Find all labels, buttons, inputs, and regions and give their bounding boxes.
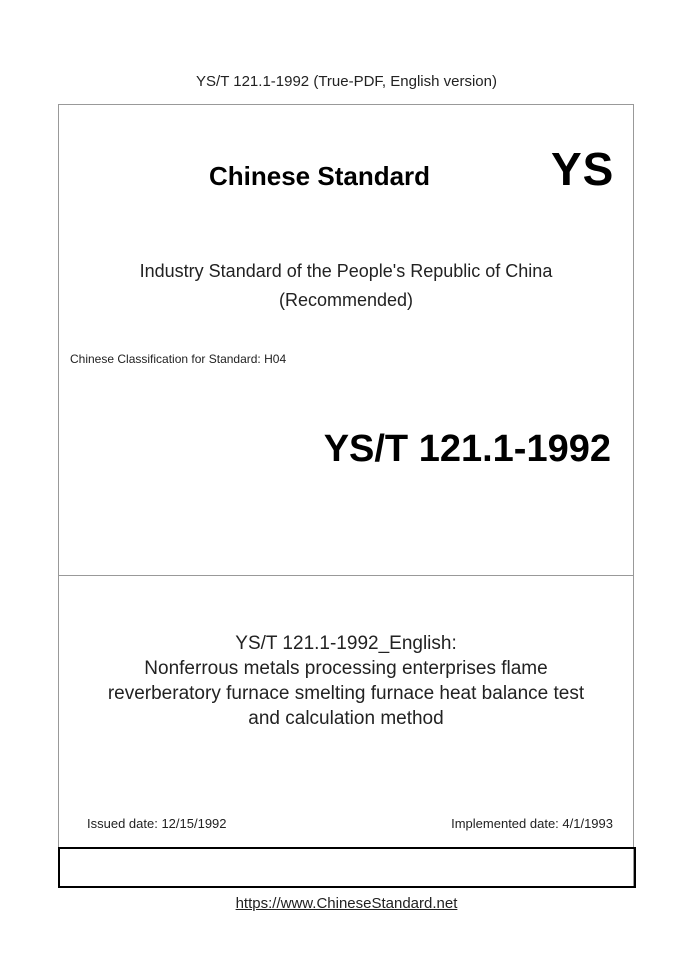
page-header-caption: YS/T 121.1-1992 (True-PDF, English version) (196, 73, 497, 90)
issued-date: Issued date: 12/15/1992 (87, 816, 227, 831)
document-title-line: YS/T 121.1-1992_English: (235, 633, 457, 654)
document-title (59, 631, 633, 731)
classification-code: Chinese Classification for Standard: H04 (70, 352, 287, 366)
recommended-label: (Recommended) (278, 290, 414, 310)
document-title-line: reverberatory furnace smelting furnace heat balance test (107, 683, 585, 704)
document-title-line: Nonferrous metals processing enterprises flame (144, 658, 548, 679)
industry-standard-subtitle: Industry Standard of the People's Republic of China (139, 261, 553, 281)
cover-bottom-strip (58, 847, 636, 888)
website-link[interactable]: https://www.ChineseStandard.net (235, 895, 458, 912)
implemented-date: Implemented date: 4/1/1993 (451, 816, 613, 831)
standard-number: YS/T 121.1-1992 (323, 428, 611, 470)
cover-frame (58, 104, 634, 887)
ys-mark: YS (551, 143, 615, 195)
cover-title-panel (59, 576, 633, 847)
document-title-line: and calculation method (248, 708, 444, 729)
standard-type-title: Chinese Standard (209, 161, 431, 191)
cover-top-panel (59, 105, 633, 576)
